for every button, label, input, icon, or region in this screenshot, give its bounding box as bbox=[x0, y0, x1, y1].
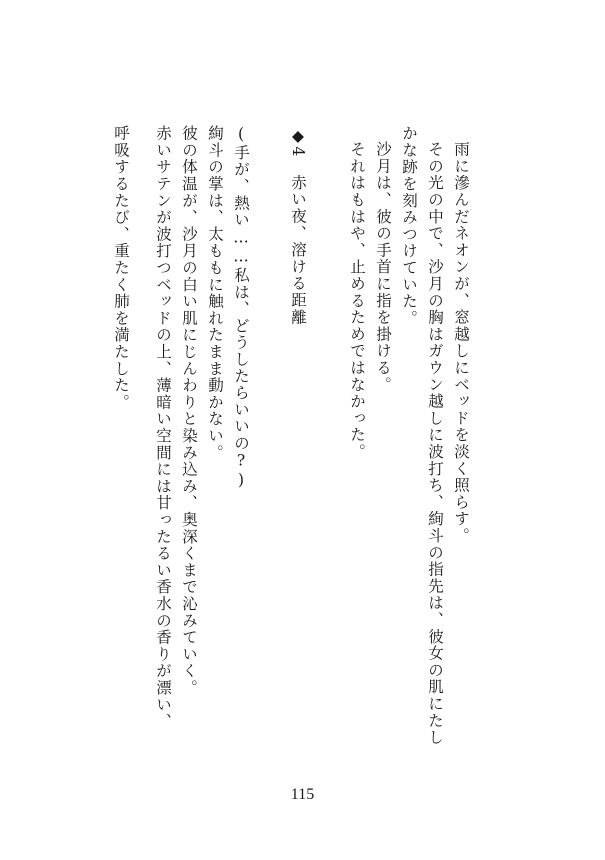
text-line: かな跡を刻みつけていた。 bbox=[400, 125, 418, 327]
section-title: 赤い夜、溶ける距離 bbox=[289, 174, 307, 326]
diamond-marker-icon: ◆ bbox=[289, 127, 307, 147]
text-line: その光の中で、沙月の胸はガウン越しに波打ち、絢斗の指先は、彼女の肌にたし bbox=[426, 141, 444, 746]
section-number: 4 bbox=[289, 146, 307, 158]
text-line: 呼吸するたび、重たく肺を満たした。 bbox=[112, 125, 130, 411]
page-number: 115 bbox=[290, 786, 315, 803]
text-line: 赤いサテンが波打つベッドの上、薄暗い空間には甘ったるい香水の香りが漂い、 bbox=[154, 125, 172, 730]
text-line: それはもはや、止めるためではなかった。 bbox=[348, 141, 366, 461]
text-line: 沙月は、彼の手首に指を掛ける。 bbox=[374, 141, 392, 393]
section-heading bbox=[285, 127, 311, 326]
text-line: (手が、熱い……私は、どうしたらいいの?) bbox=[232, 125, 250, 491]
text-line: 絢斗の掌は、太ももに触れたまま動かない。 bbox=[206, 125, 224, 461]
text-line: 彼の体温が、沙月の白い肌にじんわりと染み込み、奥深くまで沁みていく。 bbox=[180, 125, 198, 697]
text-line: 雨に滲んだネオンが、窓越しにベッドを淡く照らす。 bbox=[452, 141, 470, 545]
